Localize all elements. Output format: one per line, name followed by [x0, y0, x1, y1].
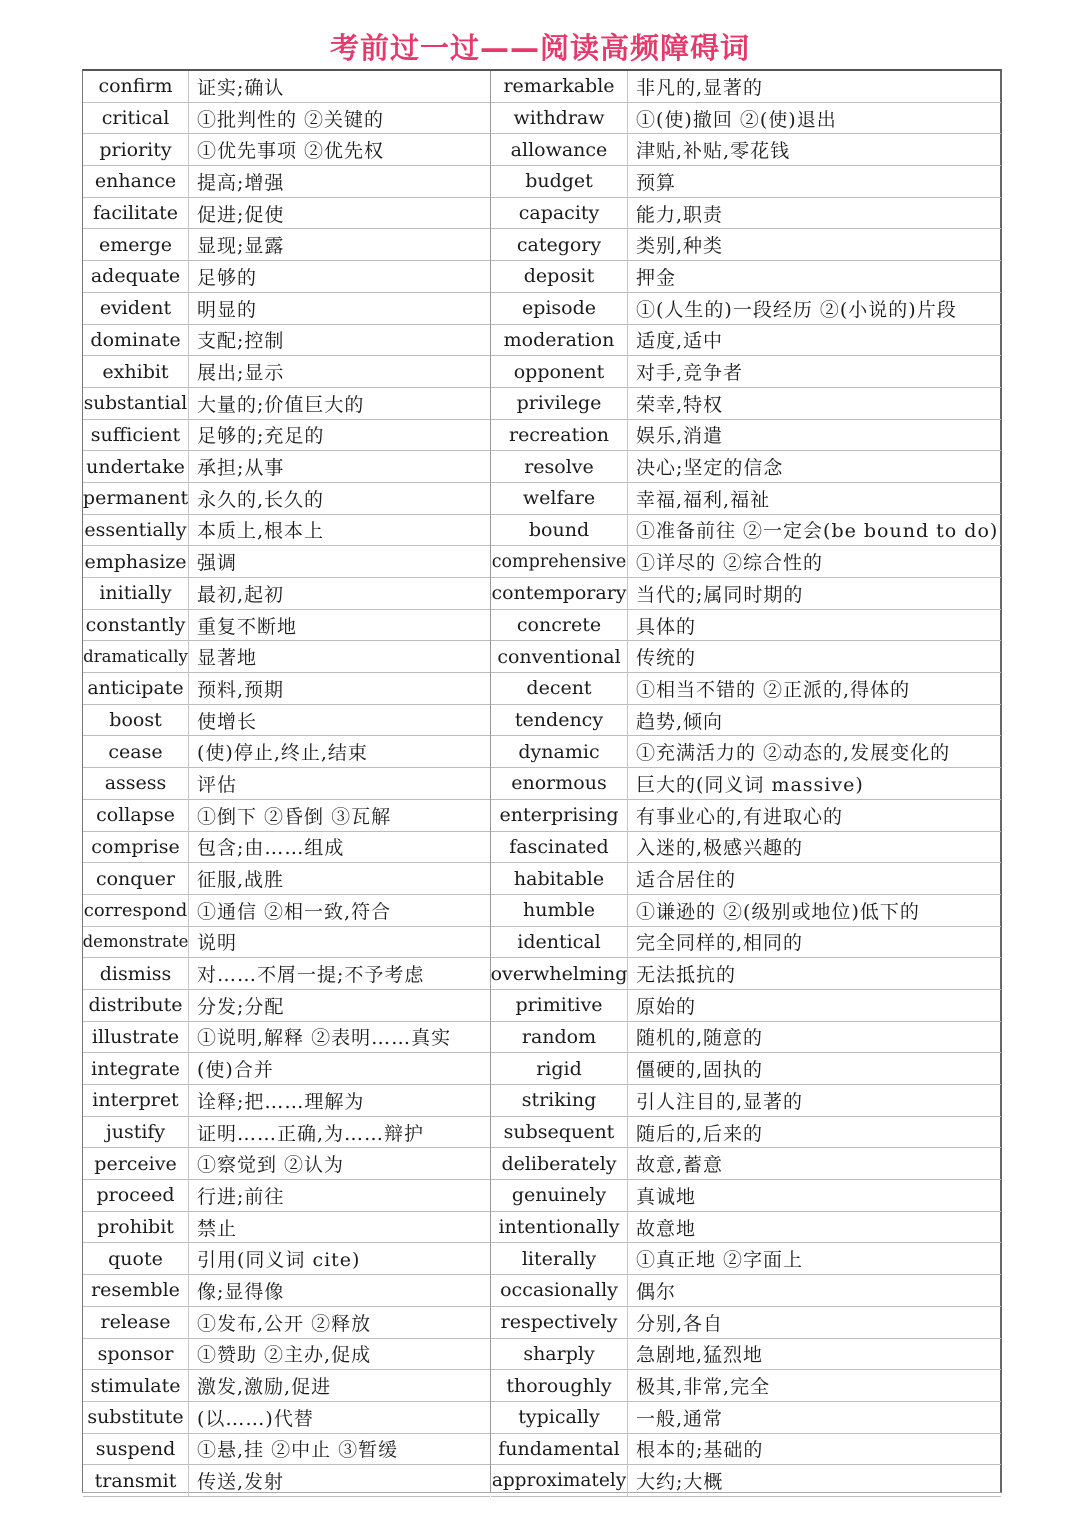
vocab-row: [83, 483, 490, 515]
vocab-word: prohibit: [83, 1212, 189, 1243]
vocab-meaning: 极其,非常,完全: [636, 1376, 771, 1399]
vocab-meaning: 使增长: [197, 710, 258, 733]
vocab-meaning: 入迷的,极感兴趣的: [636, 837, 804, 860]
vocab-meaning: 故意地: [636, 1217, 697, 1240]
vocab-word: tendency: [491, 705, 628, 736]
vocab-word: adequate: [83, 261, 189, 292]
vocab-word: dominate: [83, 325, 189, 356]
vocab-meaning: 能力,职责: [636, 203, 724, 226]
vocab-meaning: ①赞助 ②主办,促成: [197, 1344, 372, 1367]
vocab-row: [83, 641, 490, 673]
vocab-meaning: 显著地: [197, 647, 258, 670]
vocab-word: emphasize: [83, 546, 189, 577]
vocab-row: [491, 895, 1001, 927]
vocab-meaning: ①详尽的 ②综合性的: [636, 552, 824, 575]
vocab-meaning: 一般,通常: [636, 1407, 724, 1430]
vocab-word: concrete: [491, 610, 628, 641]
vocab-meaning: 预算: [636, 171, 677, 194]
vocabulary-column-left: [83, 71, 490, 1497]
vocab-word: conquer: [83, 863, 189, 894]
vocab-row: [83, 863, 490, 895]
vocab-word: substitute: [83, 1402, 189, 1433]
vocab-word: priority: [83, 134, 189, 165]
vocab-word: sufficient: [83, 420, 189, 451]
vocab-word: fundamental: [491, 1434, 628, 1465]
vocab-meaning: ①优先事项 ②优先权: [197, 140, 385, 163]
vocab-row: [83, 1212, 490, 1244]
vocab-word: undertake: [83, 451, 189, 482]
vocab-meaning: 完全同样的,相同的: [636, 932, 804, 955]
vocab-meaning: ①谦逊的 ②(级别或地位)低下的: [636, 900, 920, 923]
vocab-row: [491, 1370, 1001, 1402]
vocab-row: [83, 673, 490, 705]
vocab-word: category: [491, 229, 628, 260]
vocab-word: comprise: [83, 832, 189, 863]
vocab-word: typically: [491, 1402, 628, 1433]
vocab-meaning: 大量的;价值巨大的: [197, 393, 365, 416]
vocab-meaning: 引用(同义词 cite): [197, 1249, 361, 1272]
vocab-word: humble: [491, 895, 628, 926]
vocab-row: [491, 673, 1001, 705]
vocab-meaning: 无法抵抗的: [636, 964, 737, 987]
vocab-row: [83, 990, 490, 1022]
vocab-word: dramatically: [83, 641, 189, 672]
vocab-meaning: 适度,适中: [636, 330, 724, 353]
vocab-meaning: 真诚地: [636, 1185, 697, 1208]
vocab-word: interpret: [83, 1085, 189, 1116]
vocab-word: illustrate: [83, 1022, 189, 1053]
vocab-row: [491, 832, 1001, 864]
vocab-meaning: 引人注目的,显著的: [636, 1090, 804, 1113]
vocab-row: [491, 198, 1001, 230]
vocab-meaning: ①批判性的 ②关键的: [197, 108, 385, 131]
vocab-word: assess: [83, 768, 189, 799]
vocab-word: distribute: [83, 990, 189, 1021]
vocab-meaning: 永久的,长久的: [197, 488, 325, 511]
vocab-row: [491, 800, 1001, 832]
vocab-row: [491, 1212, 1001, 1244]
vocab-meaning: ①察觉到 ②认为: [197, 1154, 345, 1177]
vocab-word: comprehensive: [491, 546, 628, 577]
vocab-word: confirm: [83, 71, 189, 102]
vocab-row: [491, 293, 1001, 325]
vocab-word: collapse: [83, 800, 189, 831]
vocab-meaning: 显现;显露: [197, 235, 285, 258]
vocab-word: respectively: [491, 1307, 628, 1338]
vocab-word: budget: [491, 166, 628, 197]
vocab-meaning: 展出;显示: [197, 362, 285, 385]
vocab-meaning: ①充满活力的 ②动态的,发展变化的: [636, 742, 951, 765]
vocab-word: enormous: [491, 768, 628, 799]
vocab-word: contemporary: [491, 578, 628, 609]
vocab-word: justify: [83, 1117, 189, 1148]
vocab-row: [491, 990, 1001, 1022]
vocab-word: substantial: [83, 388, 189, 419]
vocab-row: [83, 71, 490, 103]
vocab-word: essentially: [83, 515, 189, 546]
vocab-row: [83, 261, 490, 293]
vocab-meaning: 提高;增强: [197, 171, 285, 194]
vocab-meaning: 对……不屑一提;不予考虑: [197, 964, 425, 987]
vocab-word: opponent: [491, 356, 628, 387]
vocab-word: habitable: [491, 863, 628, 894]
vocab-row: [491, 546, 1001, 578]
vocab-word: facilitate: [83, 198, 189, 229]
vocab-meaning: 当代的;属同时期的: [636, 583, 804, 606]
vocab-row: [83, 293, 490, 325]
vocab-meaning: 像;显得像: [197, 1280, 285, 1303]
vocab-meaning: ①(人生的)一段经历 ②(小说的)片段: [636, 298, 957, 321]
vocab-word: suspend: [83, 1434, 189, 1465]
vocab-meaning: 根本的;基础的: [636, 1439, 764, 1462]
vocab-row: [83, 134, 490, 166]
vocab-row: [491, 1339, 1001, 1371]
vocab-word: overwhelming: [491, 958, 628, 989]
vocab-word: sponsor: [83, 1339, 189, 1370]
vocab-row: [83, 1085, 490, 1117]
vocab-word: approximately: [491, 1465, 628, 1496]
vocab-word: stimulate: [83, 1370, 189, 1401]
vocab-row: [83, 103, 490, 135]
vocab-word: decent: [491, 673, 628, 704]
vocab-row: [83, 1243, 490, 1275]
vocab-row: [491, 71, 1001, 103]
vocab-row: [83, 420, 490, 452]
vocab-word: welfare: [491, 483, 628, 514]
vocab-row: [83, 736, 490, 768]
vocab-row: [83, 325, 490, 357]
vocab-meaning: 强调: [197, 552, 238, 575]
vocab-word: emerge: [83, 229, 189, 260]
vocab-word: demonstrate: [83, 927, 189, 958]
vocab-row: [83, 610, 490, 642]
vocab-word: perceive: [83, 1148, 189, 1179]
vocab-word: enhance: [83, 166, 189, 197]
vocab-word: quote: [83, 1243, 189, 1274]
vocab-row: [491, 578, 1001, 610]
vocab-meaning: 本质上,根本上: [197, 520, 325, 543]
vocab-row: [83, 1117, 490, 1149]
vocab-word: capacity: [491, 198, 628, 229]
vocab-row: [491, 705, 1001, 737]
vocab-meaning: 类别,种类: [636, 235, 724, 258]
page-title: 考前过一过——阅读高频障碍词: [329, 31, 750, 65]
vocab-meaning: 趋势,倾向: [636, 710, 724, 733]
vocab-meaning: ①真正地 ②字面上: [636, 1249, 804, 1272]
vocab-row: [491, 610, 1001, 642]
vocab-row: [491, 863, 1001, 895]
vocab-word: fascinated: [491, 832, 628, 863]
vocab-meaning: 原始的: [636, 995, 697, 1018]
vocab-row: [83, 1434, 490, 1466]
vocab-row: [83, 1148, 490, 1180]
vocab-row: [83, 1465, 490, 1497]
vocab-row: [491, 229, 1001, 261]
vocab-meaning: ①(使)撤回 ②(使)退出: [636, 108, 837, 131]
vocab-meaning: 证实;确认: [197, 76, 285, 99]
vocab-meaning: 诠释;把……理解为: [197, 1090, 365, 1113]
vocab-row: [491, 958, 1001, 990]
vocab-meaning: 禁止: [197, 1217, 238, 1240]
vocab-row: [83, 166, 490, 198]
vocab-meaning: (使)合并: [197, 1059, 274, 1082]
vocab-row: [491, 736, 1001, 768]
vocab-word: integrate: [83, 1053, 189, 1084]
vocab-word: resemble: [83, 1275, 189, 1306]
vocab-row: [491, 641, 1001, 673]
vocab-meaning: 僵硬的,固执的: [636, 1059, 764, 1082]
vocab-meaning: (以……)代替: [197, 1407, 314, 1430]
vocab-row: [491, 451, 1001, 483]
vocab-meaning: 分别,各自: [636, 1312, 724, 1335]
vocab-meaning: 津贴,补贴,零花钱: [636, 140, 791, 163]
vocab-row: [83, 451, 490, 483]
vocab-meaning: 评估: [197, 773, 238, 796]
vocab-row: [83, 1180, 490, 1212]
vocab-row: [83, 388, 490, 420]
vocab-meaning: 承担;从事: [197, 457, 285, 480]
vocab-row: [491, 1022, 1001, 1054]
vocab-row: [83, 356, 490, 388]
vocab-meaning: 重复不断地: [197, 615, 298, 638]
vocab-row: [491, 515, 1001, 547]
vocab-word: exhibit: [83, 356, 189, 387]
vocab-meaning: ①说明,解释 ②表明……真实: [197, 1027, 452, 1050]
vocab-word: subsequent: [491, 1117, 628, 1148]
vocab-meaning: 传送,发射: [197, 1471, 285, 1494]
vocab-meaning: 随机的,随意的: [636, 1027, 764, 1050]
vocab-row: [83, 198, 490, 230]
vocab-meaning: 激发,激励,促进: [197, 1376, 332, 1399]
vocab-meaning: 有事业心的,有进取心的: [636, 805, 844, 828]
vocab-word: identical: [491, 927, 628, 958]
vocab-meaning: 征服,战胜: [197, 869, 285, 892]
vocab-word: transmit: [83, 1465, 189, 1496]
vocab-meaning: 偶尔: [636, 1280, 677, 1303]
vocab-row: [491, 261, 1001, 293]
vocab-meaning: 最初,起初: [197, 583, 285, 606]
vocab-row: [491, 388, 1001, 420]
vocab-word: proceed: [83, 1180, 189, 1211]
vocab-word: dynamic: [491, 736, 628, 767]
vocab-row: [491, 356, 1001, 388]
vocab-word: sharply: [491, 1339, 628, 1370]
vocab-meaning: ①发布,公开 ②释放: [197, 1312, 372, 1335]
vocab-meaning: 对手,竞争者: [636, 362, 744, 385]
vocab-word: deliberately: [491, 1148, 628, 1179]
vocab-row: [491, 927, 1001, 959]
vocab-meaning: 说明: [197, 932, 238, 955]
vocab-word: random: [491, 1022, 628, 1053]
vocab-row: [491, 134, 1001, 166]
vocab-meaning: 大约;大概: [636, 1471, 724, 1494]
vocab-row: [491, 1275, 1001, 1307]
vocab-meaning: ①倒下 ②昏倒 ③瓦解: [197, 805, 392, 828]
vocab-word: constantly: [83, 610, 189, 641]
vocab-word: deposit: [491, 261, 628, 292]
vocab-word: thoroughly: [491, 1370, 628, 1401]
vocab-row: [83, 229, 490, 261]
vocab-meaning: ①悬,挂 ②中止 ③暂缓: [197, 1439, 399, 1462]
vocab-row: [83, 1370, 490, 1402]
vocab-word: enterprising: [491, 800, 628, 831]
vocab-meaning: 幸福,福利,福祉: [636, 488, 771, 511]
vocab-row: [491, 1085, 1001, 1117]
vocab-word: striking: [491, 1085, 628, 1116]
vocab-meaning: 预料,预期: [197, 678, 285, 701]
vocab-word: permanent: [83, 483, 189, 514]
vocab-meaning: 押金: [636, 266, 677, 289]
vocab-row: [491, 1053, 1001, 1085]
vocab-meaning: 适合居住的: [636, 869, 737, 892]
vocab-word: privilege: [491, 388, 628, 419]
vocab-meaning: ①准备前往 ②一定会(be bound to do): [636, 520, 999, 543]
vocab-meaning: 明显的: [197, 298, 258, 321]
vocab-word: cease: [83, 736, 189, 767]
vocab-row: [83, 1307, 490, 1339]
vocab-row: [491, 1243, 1001, 1275]
vocab-row: [83, 705, 490, 737]
vocab-word: correspond: [83, 895, 189, 926]
vocab-meaning: 支配;控制: [197, 330, 285, 353]
vocab-row: [83, 1402, 490, 1434]
vocab-word: conventional: [491, 641, 628, 672]
vocab-word: remarkable: [491, 71, 628, 102]
vocab-row: [83, 768, 490, 800]
vocab-meaning: 传统的: [636, 647, 697, 670]
vocab-meaning: 足够的;充足的: [197, 425, 325, 448]
vocab-word: allowance: [491, 134, 628, 165]
vocabulary-column-right: [491, 71, 1001, 1497]
vocab-meaning: 促进;促使: [197, 203, 285, 226]
vocab-row: [491, 420, 1001, 452]
vocab-word: genuinely: [491, 1180, 628, 1211]
vocab-meaning: 故意,蓄意: [636, 1154, 724, 1177]
vocab-word: dismiss: [83, 958, 189, 989]
vocab-word: release: [83, 1307, 189, 1338]
vocab-row: [83, 927, 490, 959]
vocab-word: episode: [491, 293, 628, 324]
vocab-row: [83, 546, 490, 578]
vocab-row: [491, 1402, 1001, 1434]
vocab-row: [83, 832, 490, 864]
vocab-word: moderation: [491, 325, 628, 356]
vocab-word: primitive: [491, 990, 628, 1021]
vocab-row: [83, 1275, 490, 1307]
vocab-meaning: (使)停止,终止,结束: [197, 742, 368, 765]
vocab-row: [83, 1339, 490, 1371]
vocab-row: [491, 483, 1001, 515]
vocab-word: initially: [83, 578, 189, 609]
vocab-word: withdraw: [491, 103, 628, 134]
vocab-meaning: 分发;分配: [197, 995, 285, 1018]
vocab-word: literally: [491, 1243, 628, 1274]
vocab-word: rigid: [491, 1053, 628, 1084]
vocab-row: [491, 325, 1001, 357]
vocab-meaning: ①通信 ②相一致,符合: [197, 900, 392, 923]
vocab-meaning: 随后的,后来的: [636, 1122, 764, 1145]
vocab-row: [83, 958, 490, 990]
vocab-meaning: ①相当不错的 ②正派的,得体的: [636, 678, 911, 701]
vocab-meaning: 证明……正确,为……辩护: [197, 1122, 425, 1145]
vocab-row: [83, 800, 490, 832]
vocab-row: [491, 1148, 1001, 1180]
vocab-row: [83, 1022, 490, 1054]
vocab-meaning: 急剧地,猛烈地: [636, 1344, 764, 1367]
vocab-row: [491, 768, 1001, 800]
vocab-meaning: 娱乐,消遣: [636, 425, 724, 448]
vocab-word: bound: [491, 515, 628, 546]
vocab-row: [83, 895, 490, 927]
vocab-word: evident: [83, 293, 189, 324]
vocab-row: [83, 578, 490, 610]
vocab-word: boost: [83, 705, 189, 736]
vocab-word: recreation: [491, 420, 628, 451]
vocab-word: occasionally: [491, 1275, 628, 1306]
vocab-meaning: 非凡的,显著的: [636, 76, 764, 99]
vocab-meaning: 荣幸,特权: [636, 393, 724, 416]
vocab-word: resolve: [491, 451, 628, 482]
vocab-word: anticipate: [83, 673, 189, 704]
vocab-meaning: 决心;坚定的信念: [636, 457, 784, 480]
vocab-row: [83, 515, 490, 547]
vocab-row: [83, 1053, 490, 1085]
vocab-meaning: 包含;由……组成: [197, 837, 345, 860]
vocab-meaning: 行进;前往: [197, 1185, 285, 1208]
vocab-row: [491, 1307, 1001, 1339]
vocab-row: [491, 166, 1001, 198]
vocab-row: [491, 1117, 1001, 1149]
vocab-meaning: 具体的: [636, 615, 697, 638]
vocab-row: [491, 1180, 1001, 1212]
vocab-meaning: 足够的: [197, 266, 258, 289]
vocab-row: [491, 1465, 1001, 1497]
vocab-row: [491, 1434, 1001, 1466]
vocab-meaning: 巨大的(同义词 massive): [636, 773, 864, 796]
vocab-word: critical: [83, 103, 189, 134]
vocab-row: [491, 103, 1001, 135]
vocab-word: intentionally: [491, 1212, 628, 1243]
